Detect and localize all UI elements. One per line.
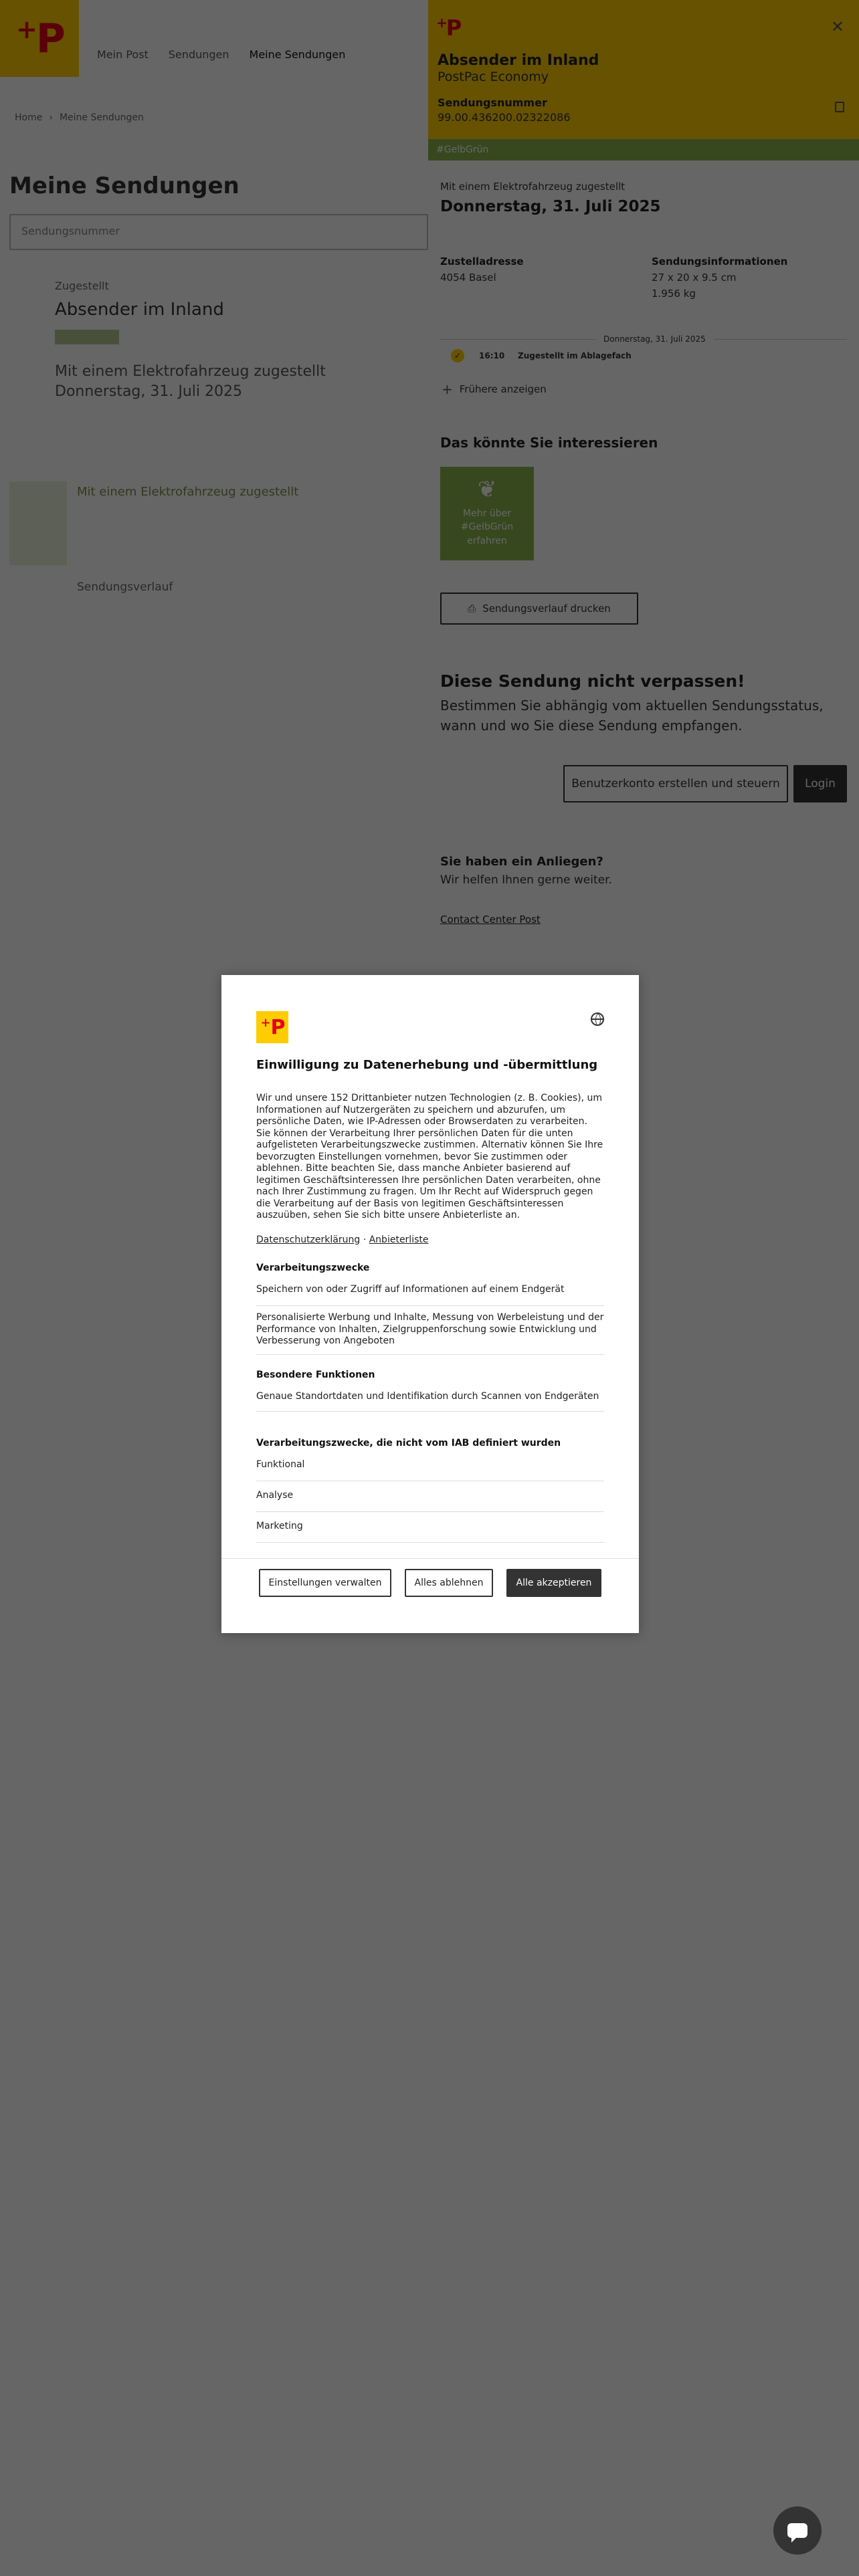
consent-modal — [221, 975, 639, 1633]
non-iab-item-analysis[interactable]: Analyse — [256, 1490, 604, 1512]
privacy-link[interactable]: Datenschutzerklärung — [256, 1235, 361, 1245]
accept-all-button[interactable]: Alle akzeptieren — [506, 1569, 601, 1597]
purposes-title: Verarbeitungszwecke — [256, 1263, 370, 1273]
special-features-title: Besondere Funktionen — [256, 1370, 375, 1380]
vendor-list-link[interactable]: Anbieterliste — [369, 1235, 429, 1245]
reject-all-button[interactable]: Alles ablehnen — [405, 1569, 493, 1597]
link-separator: · — [363, 1235, 367, 1245]
modal-post-logo-mark: +P — [260, 1015, 284, 1039]
consent-links — [256, 1235, 428, 1245]
purpose-item-storage[interactable]: Speichern von oder Zugriff auf Informationen auf einem Endgerät — [256, 1284, 604, 1306]
manage-settings-button[interactable]: Einstellungen verwalten — [259, 1569, 391, 1597]
feature-item-location[interactable]: Genaue Standortdaten und Identifikation durch Scannen von Endgeräten — [256, 1391, 604, 1412]
chat-icon — [787, 2523, 807, 2538]
globe-icon[interactable] — [591, 1012, 604, 1026]
non-iab-item-functional[interactable]: Funktional — [256, 1459, 604, 1481]
consent-body: Wir und unsere 152 Drittanbieter nutzen Technologien (z. B. Cookies), um Informationen auf Nutzergeräten zu speichern und abzurufen, um persönliche Daten, wie IP-Adressen oder Browserdaten zu verarbeiten. Sie können der Verarbeitung Ihrer persönlichen Daten für die unten aufgelisteten Verarbeitungszwecke zustimmen. Alternativ können Sie Ihre bevorzugten Einstellungen vornehmen, bevor Sie zustimmen oder ablehnen. Bitte beachten Sie, dass manche Anbieter basierend auf legitimen Geschäftsinteressen Ihre persönlichen Daten verarbeiten, ohne nach Ihrer Zustimmung zu fragen. Um Ihr Recht auf Widerspruch gegen die Verarbeitung auf der Basis von legitimen Geschäftsinteressen auszuüben, sehen Sie sich bitte unsere Anbieterliste an. — [256, 1093, 603, 1220]
modal-post-logo — [256, 1011, 288, 1043]
non-iab-title: Verarbeitungszwecke, die nicht vom IAB definiert wurden — [256, 1438, 561, 1448]
purpose-item-personalised[interactable]: Personalisierte Werbung und Inhalte, Messung von Werbeleistung und der Performance von Inhalten, Zielgruppenforschung sowie Entwicklung und Verbesserung von Angeboten — [256, 1312, 604, 1355]
non-iab-item-marketing[interactable]: Marketing — [256, 1521, 604, 1543]
consent-title: Einwilligung zu Datenerhebung und -übermittlung — [256, 1058, 598, 1072]
chat-button[interactable] — [773, 2506, 822, 2555]
modal-footer-divider — [221, 1558, 639, 1559]
